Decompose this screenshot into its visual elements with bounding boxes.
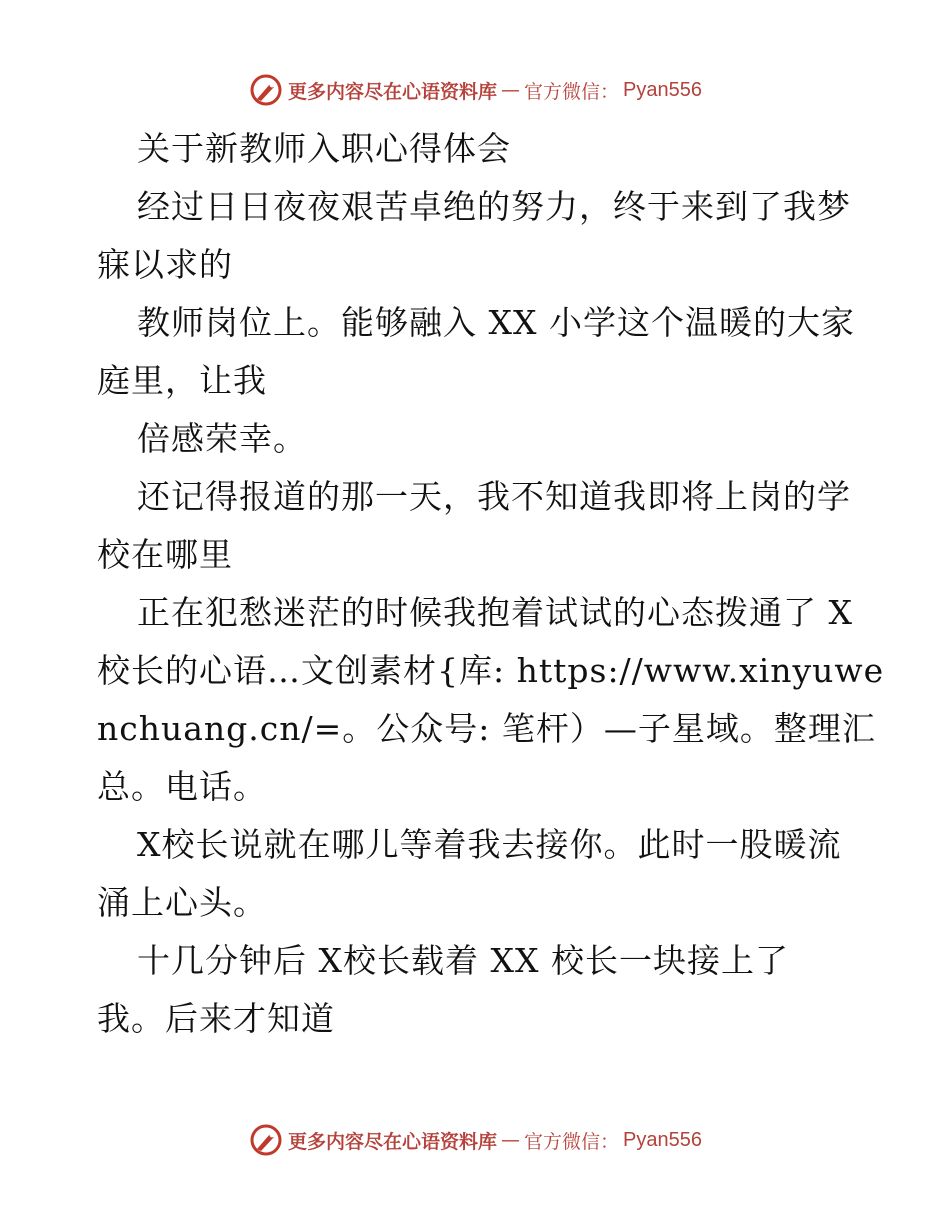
header-separator: — <box>501 79 521 101</box>
footer-site-text: 更多内容尽在心语资料库 <box>288 1130 498 1153</box>
document-body <box>97 120 885 1048</box>
header-banner-inner <box>248 72 702 108</box>
footer-separator: — <box>501 1129 521 1151</box>
text-line: 校长的心语…文创素材{库: https://www.xinyuwe <box>97 651 885 690</box>
footer-wechat-label: 官方微信： <box>524 1130 620 1153</box>
text-line: 还记得报道的那一天，我不知道我即将上岗的学 <box>137 477 851 516</box>
footer-banner-inner <box>248 1122 702 1158</box>
footer-banner <box>0 1120 950 1160</box>
text-line: 教师岗位上。能够融入 XX 小学这个温暖的大家 <box>137 303 855 342</box>
header-wechat-id: Pyan556 <box>623 78 702 101</box>
text-line: X校长说就在哪儿等着我去接你。此时一股暖流 <box>137 825 842 864</box>
text-line: 涌上心头。 <box>97 883 267 922</box>
text-line: 总。电话。 <box>97 767 267 806</box>
header-banner <box>0 70 950 110</box>
header-site-text: 更多内容尽在心语资料库 <box>288 80 498 103</box>
text-line: 庭里，让我 <box>97 361 267 400</box>
text-line: 校在哪里 <box>97 535 233 574</box>
text-line: 我。后来才知道 <box>97 999 335 1038</box>
footer-wechat-id: Pyan556 <box>623 1128 702 1151</box>
text-line: 寐以求的 <box>97 245 233 284</box>
pen-nib-circle-icon <box>248 1122 284 1158</box>
text-line: nchuang.cn/=。公众号: 笔杆）—子星域。整理汇 <box>97 709 876 748</box>
text-line: 倍感荣幸。 <box>137 419 307 458</box>
pen-nib-circle-icon <box>248 72 284 108</box>
text-line: 经过日日夜夜艰苦卓绝的努力，终于来到了我梦 <box>137 187 851 226</box>
header-wechat-label: 官方微信： <box>524 80 620 103</box>
document-title: 关于新教师入职心得体会 <box>137 129 511 168</box>
text-line: 正在犯愁迷茫的时候我抱着试试的心态拨通了 X <box>137 593 853 632</box>
text-line: 十几分钟后 X校长载着 XX 校长一块接上了 <box>137 941 789 980</box>
